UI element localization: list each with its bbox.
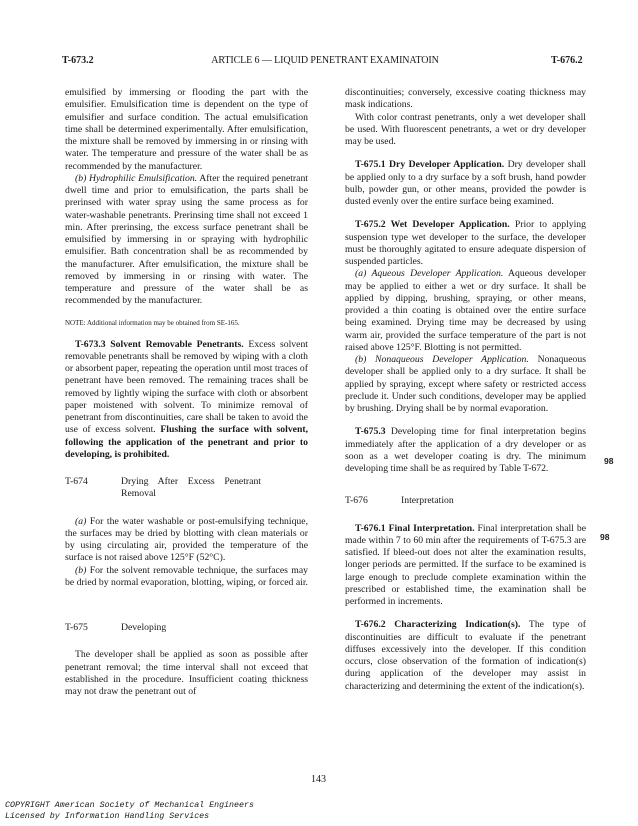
paragraph: T-675.2 Wet Developer Application. Prior to applying suspension type wet developer to the surface, the developer must be thoroughly agitated to ensure adequate dispersion of suspended particles. — [345, 219, 586, 267]
revision-mark: 98 — [604, 456, 614, 466]
paragraph: T-676.1 Final Interpretation. Final interpretation shall be made within 7 to 60 min after the requirements of T-675.3 are satisfied. If bleed-out does not alter the examination results, longer periods are permitted. If the surface to be examined is large enough to preclude complete examination within the prescribed or established time, the examination shall be performed in increments. — [345, 522, 586, 607]
section-heading: T-675 Developing — [65, 622, 167, 633]
right-column — [345, 87, 586, 693]
section-heading: T-676 Interpretation — [345, 495, 454, 507]
paragraph: (b) Nonaqueous Developer Application. Nonaqueous developer shall be applied only to a dry surface. It shall be applied by spraying, except where safety or restricted access preclude it. Under such conditions, developer may be applied by brushing. Drying shall be by normal evaporation. — [345, 354, 586, 414]
paragraph: T-676.2 Characterizing Indication(s). The type of discontinuities are difficult to evaluate if the penetrant diffuses excessively into the developer. If this condition occurs, close observation of the formation of indication(s) during application of the developer may assist in characterizing and determining the extent of the indication(s). — [345, 619, 586, 692]
header-article-title: ARTICLE 6 — LIQUID PENETRANT EXAMINATOIN — [211, 55, 439, 66]
paragraph: With color contrast penetrants, only a wet developer shall be used. With fluorescent penetrants, a wet or dry developer may be used. — [345, 111, 586, 147]
note: NOTE: Additional information may be obtained from SE-165. — [65, 318, 240, 327]
paragraph: T-675.1 Dry Developer Application. Dry developer shall be applied only to a dry surface by a soft brush, hand powder bulb, powder gun, or other means, provided the powder is dusted evenly over the entire surface being examined. — [345, 159, 586, 207]
paragraph: (b) Hydrophilic Emulsification. After the required penetrant dwell time and prior to emulsification, the parts shall be prerinsed with water spray using the same process as for water-washable penetrants. Prerinsing time shall not exceed 1 min. After prerinsing, the excess surface penetrant shall be emulsified by immersing in or spraying with hydrophilic emulsifier. Bath concentration shall be as recommended by the manufacturer. After emulsification, the mixture shall be removed by immersing in or rinsing with water. The temperature and pressure of the water shall be as recommended by the manufacturer. — [65, 172, 308, 307]
paragraph: The developer shall be applied as soon as possible after penetrant removal; the time interval shall not exceed that established in the procedure. Insufficient coating thickness may not draw the penetrant out of — [65, 649, 308, 697]
left-column — [65, 87, 308, 698]
header-section-right: T-676.2 — [551, 55, 583, 66]
header-section-left: T-673.2 — [62, 55, 94, 66]
paragraph: emulsified by immersing or flooding the part with the emulsifier. Emulsification time is dependent on the type of emulsifier and surface condition. The actual emulsification time shall be determined experimentally. After emulsification, the mixture shall be removed by immersing in or rinsing with water. The temperature and pressure of the water shall be as recommended by the manufacturer. — [65, 87, 308, 172]
revision-mark: 98 — [600, 532, 610, 542]
page-number: 143 — [311, 774, 326, 785]
paragraph: discontinuities; conversely, excessive coating thickness may mask indications. — [345, 87, 586, 111]
license-line: Licensed by Information Handling Services — [5, 812, 210, 821]
paragraph: (a) For the water washable or post-emulsifying technique, the surfaces may be dried by blotting with clean materials or by using circulating air, provided the temperature of the surface is not raised above 125°F (52°C). — [65, 515, 308, 564]
copyright-line: COPYRIGHT American Society of Mechanical Engineers — [5, 801, 254, 810]
section-heading: T-674 Drying After Excess Penetrant Removal — [65, 476, 261, 500]
paragraph: T-675.3 Developing time for final interpretation begins immediately after the application of a dry developer or as soon as a wet developer coating is dry. The minimum developing time shall be as required by Table T-672. — [345, 426, 586, 474]
paragraph: T-673.3 Solvent Removable Penetrants. Excess solvent removable penetrants shall be removed by wiping with a cloth or absorbent paper, repeating the operation until most traces of penetrant have been removed. The remaining traces shall be removed by lightly wiping the surface with cloth or absorbent paper moistened with solvent. To minimize removal of penetrant from discontinuities, care shall be taken to avoid the use of excess solvent. Flushing the surface with solvent, following the application of the penetrant and prior to developing, is prohibited. — [65, 338, 308, 460]
paragraph: (a) Aqueous Developer Application. Aqueous developer may be applied to either a wet or dry surface. It shall be applied by dipping, brushing, spraying, or other means, provided a thin coating is obtained over the entire surface being examined. Drying time may be decreased by using warm air, provided the surface temperature of the part is not raised above 125°F. Blotting is not permitted. — [345, 268, 586, 353]
paragraph: (b) For the solvent removable technique, the surfaces may be dried by normal evaporation, blotting, wiping, or forced air. — [65, 564, 308, 588]
